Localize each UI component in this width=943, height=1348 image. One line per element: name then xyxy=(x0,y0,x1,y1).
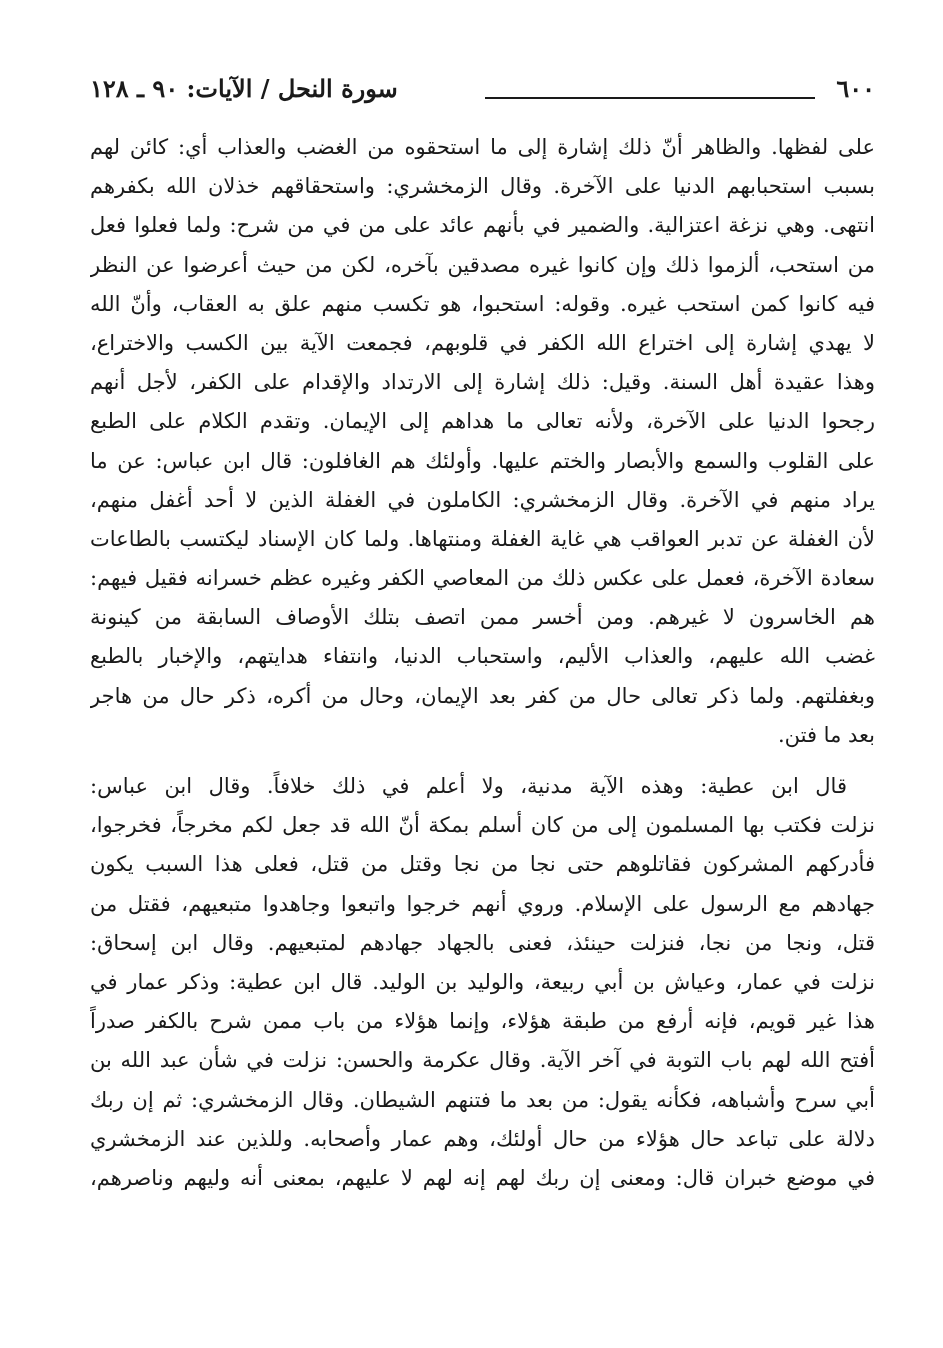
page-header xyxy=(90,72,875,112)
paragraph xyxy=(90,128,875,755)
text-line: دلالة على تباعد حال هؤلاء من حال أولئك، وهم عمار وأصحابه. وللذين عند الزمخشري xyxy=(90,1126,875,1151)
text-line: في موضع خبران قال: ومعنى إن ربك لهم إنه لهم لا عليهم، بمعنى أنه وليهم وناصرهم، xyxy=(90,1165,875,1190)
paragraph-gap xyxy=(90,755,875,767)
text-line: سعادة الآخرة، فعمل على عكس ذلك من المعاصي الكفر وغيره عظم خسرانه فقيل فيهم: xyxy=(90,566,875,591)
text-line: يراد منهم في الآخرة. وقال الزمخشري: الكاملون في الغفلة الذين لا أحد أغفل منهم، xyxy=(90,487,875,512)
body-text xyxy=(90,128,875,1198)
paragraph xyxy=(90,767,875,1198)
text-line: هذا غير قويم، فإنه أرفع من طبقة هؤلاء، وإنما هؤلاء من باب ممن شرح بالكفر صدراً xyxy=(90,1009,875,1034)
text-line: نزلت فكتب بها المسلمون إلى من كان أسلم بمكة أنّ الله قد جعل لكم مخرجاً، فخرجوا، xyxy=(90,813,875,838)
text-line: رجحوا الدنيا على الآخرة، ولأنه تعالى ما هداهم إلى الإيمان. وتقدم الكلام على الطبع xyxy=(90,409,875,434)
text-line: على لفظها. والظاهر أنّ ذلك إشارة إلى ما استحقوه من الغضب والعذاب أي: كائن لهم xyxy=(90,135,875,159)
text-line: وبغفلتهم. ولما ذكر تعالى حال من كفر بعد الإيمان، وحال من أكره، ذكر حال من هاجر xyxy=(90,683,875,708)
running-title: سورة النحل / الآيات: ٩٠ ـ ١٢٨ xyxy=(90,74,398,103)
text-line: فأدركهم المشركون فقاتلوهم حتى نجا من نجا وقتل من قتل، فعلى هذا السبب يكون xyxy=(90,852,875,877)
text-line: هم الخاسرون لا غيرهم. ومن أخسر ممن اتصف بتلك الأوصاف السابقة من كينونة xyxy=(90,605,875,630)
text-line: بسبب استحبابهم الدنيا على الآخرة. وقال الزمخشري: واستحقاقهم خذلان الله بكفرهم xyxy=(90,174,875,199)
text-line: أبي سرح وأشباهه، فكأنه يقول: من بعد ما فتنهم الشيطان. وقال الزمخشري: ثم إن ربك xyxy=(90,1087,875,1112)
text-line: لا يهدي إشارة إلى اختراع الله الكفر في قلوبهم، فجمعت الآية بين الكسب والاختراع، xyxy=(90,330,875,355)
text-line: لأن الغفلة عن تدبر العواقب هي غاية الغفلة ومنتهاها. ولما كان الإسناد ليكتسب بالطاعات xyxy=(90,526,875,551)
text-line: انتهى. وهي نزغة اعتزالية. والضمير في بأنهم عائد على من في من شرح: ولما فعلوا فعل xyxy=(90,213,875,238)
text-line: فيه كانوا كمن استحب غيره. وقوله: استحبوا، هو تكسب منهم علق به العقاب، وأنّ الله xyxy=(90,291,875,316)
text-line: غضب الله عليهم، والعذاب الأليم، واستحباب الدنيا، وانتفاء هدايتهم، والإخبار بالطبع xyxy=(90,644,875,669)
text-line: أفتح الله لهم باب التوبة في آخر الآية. وقال عكرمة والحسن: نزلت في شأن عبد الله بن xyxy=(90,1048,875,1073)
text-line: قال ابن عطية: وهذه الآية مدنية، ولا أعلم في ذلك خلافاً. وقال ابن عباس: xyxy=(90,774,847,798)
text-line: من استحب، ألزموا ذلك وإن كانوا غيره مصدقين بآخره، لكن من حيث أعرضوا عن النظر xyxy=(90,252,875,277)
text-line: نزلت في عمار، وعياش بن أبي ربيعة، والوليد بن الوليد. قال ابن عطية: وذكر عمار في xyxy=(90,969,875,994)
page-number: ٦٠٠ xyxy=(836,74,875,103)
text-line: قتل، ونجا من نجا، فنزلت حينئذ، فعنى بالجهاد جهادهم لمتبعيهم. وقال ابن إسحاق: xyxy=(90,930,875,955)
text-line: وهذا عقيدة أهل السنة. وقيل: ذلك إشارة إلى الارتداد والإقدام على الكفر، لأجل أنهم xyxy=(90,370,875,395)
text-line: على القلوب والسمع والأبصار والختم عليها. وأولئك هم الغافلون: قال ابن عباس: عن ما xyxy=(90,448,875,473)
header-rule xyxy=(485,97,815,99)
text-line: بعد ما فتن. xyxy=(777,722,875,747)
text-line: جهادهم مع الرسول على الإسلام. وروي أنهم خرجوا واتبعوا وجاهدوا متبعيهم، فقتل من xyxy=(90,891,875,916)
